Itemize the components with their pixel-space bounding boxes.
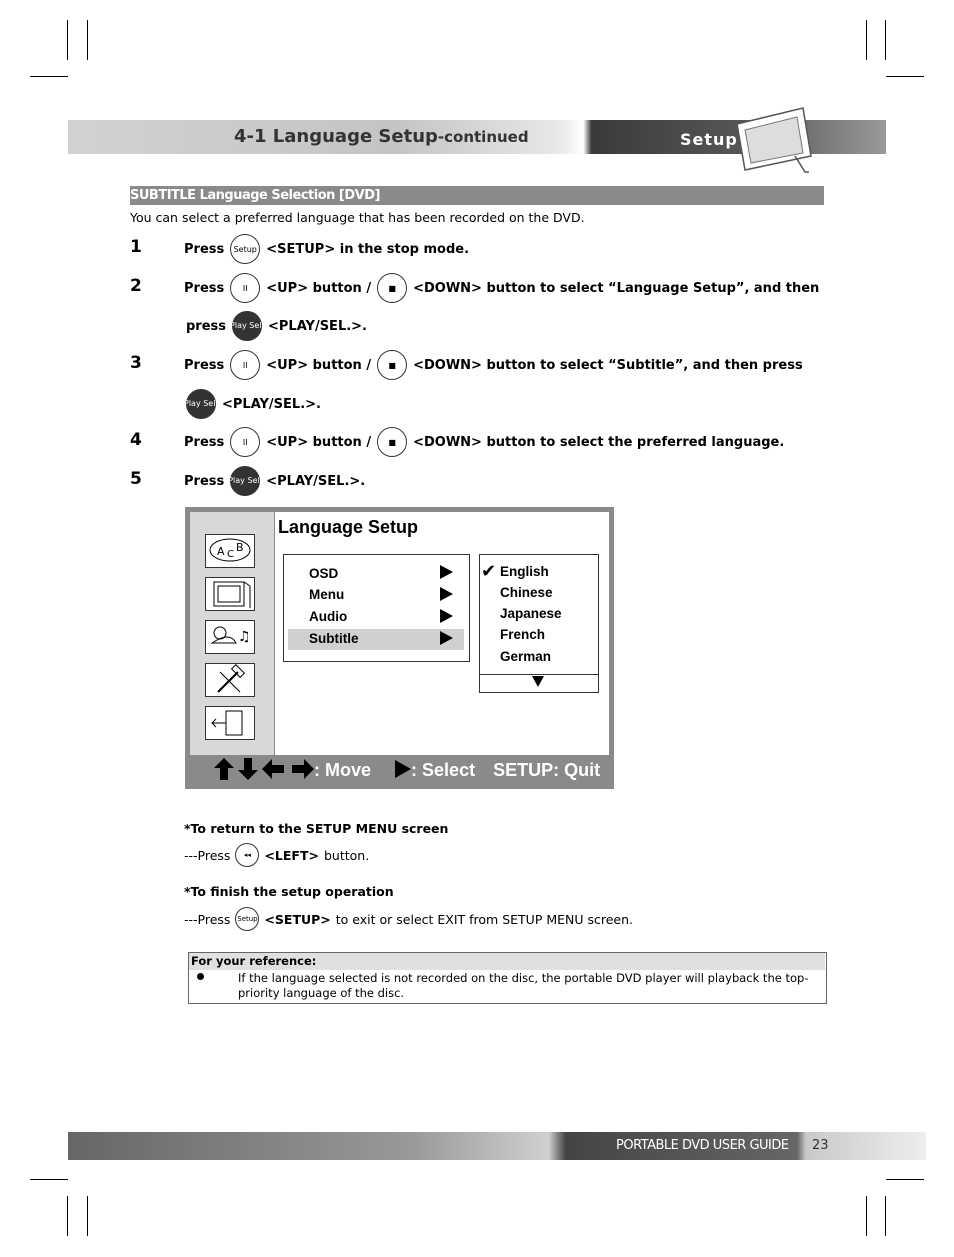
menu-footer — [214, 758, 600, 781]
svg-text:B: B — [236, 541, 244, 554]
checkmark-icon: ✔ — [481, 561, 497, 582]
step-press-label: Press — [184, 357, 225, 373]
key-label: <LEFT> — [264, 847, 319, 863]
svg-text:A: A — [217, 545, 225, 558]
note-text: button. — [323, 847, 370, 863]
step-text: <UP> button / — [266, 280, 372, 296]
crop-mark — [886, 76, 924, 77]
down-stop-button-icon: ■ — [377, 427, 407, 457]
arrow-right-icon — [440, 631, 453, 645]
crop-mark — [30, 76, 68, 77]
step-press-label: Press — [184, 473, 225, 489]
step-press-label: press — [186, 318, 227, 334]
footer-guide-title: PORTABLE DVD USER GUIDE — [616, 1138, 789, 1153]
portable-dvd-icon — [725, 104, 815, 176]
step-number: 1 — [130, 237, 142, 257]
step-text: <PLAY/SEL.>. — [266, 473, 366, 489]
menu-title: Language Setup — [278, 517, 419, 537]
bullet-icon — [197, 973, 204, 980]
return-note-title: *To return to the SETUP MENU screen — [184, 821, 449, 836]
chapter-tag: Setup — [680, 130, 738, 149]
step-3 — [184, 350, 803, 380]
finish-note-title: *To finish the setup operation — [184, 884, 394, 899]
language-english[interactable]: English — [500, 564, 549, 579]
reference-heading-text: For your reference: — [191, 954, 317, 968]
select-label: : Select — [411, 760, 476, 780]
menu-item-subtitle[interactable]: Subtitle — [309, 631, 359, 646]
abc-speech-icon — [205, 534, 255, 568]
step-text: <DOWN> button to select the preferred language. — [413, 434, 785, 450]
step-text: <DOWN> button to select “Subtitle”, and then press — [413, 357, 803, 373]
arrows-icon — [214, 758, 314, 780]
down-stop-button-icon: ■ — [377, 350, 407, 380]
crop-mark — [866, 20, 867, 60]
step-2 — [184, 273, 819, 303]
key-label: <SETUP> — [264, 911, 331, 927]
language-french[interactable]: French — [500, 627, 546, 642]
step-text: <UP> button / — [266, 434, 372, 450]
menu-item-osd[interactable]: OSD — [309, 566, 339, 581]
step-text: <DOWN> button to select “Language Setup”, and then — [413, 280, 820, 296]
step-press-label: Press — [184, 280, 225, 296]
reference-body: If the language selected is not recorded on the disc, the portable DVD player will playback the top-priority language of the disc. — [238, 971, 809, 1000]
note-text: to exit or select EXIT from SETUP MENU screen. — [335, 911, 634, 927]
step-number: 4 — [130, 430, 142, 450]
svg-text:C: C — [227, 549, 234, 560]
crop-mark — [866, 1196, 867, 1236]
return-note — [184, 843, 369, 867]
step-number: 2 — [130, 276, 142, 296]
crop-mark — [30, 1179, 68, 1180]
arrow-right-icon — [440, 565, 453, 579]
crop-mark — [885, 20, 886, 60]
up-pause-button-icon: II — [230, 427, 260, 457]
intro-text: You can select a preferred language that has been recorded on the DVD. — [130, 210, 585, 225]
audio-icon — [205, 620, 255, 654]
page-number: 23 — [812, 1138, 829, 1153]
play-sel-button-icon: Play Sel. — [230, 466, 260, 496]
play-sel-button-icon: Play Sel. — [186, 389, 216, 419]
move-label: : Move — [314, 760, 372, 780]
reference-heading — [189, 953, 825, 970]
arrow-right-icon — [440, 609, 453, 623]
svg-text:♫: ♫ — [238, 629, 251, 645]
crop-mark — [67, 20, 68, 60]
language-german[interactable]: German — [500, 649, 552, 664]
quit-label: SETUP: Quit — [493, 760, 601, 780]
section-title: SUBTITLE Language Selection [DVD] — [130, 188, 380, 203]
step-3-cont — [186, 389, 321, 419]
exit-door-icon — [205, 706, 255, 740]
step-text: <UP> button / — [266, 357, 372, 373]
crop-mark — [886, 1179, 924, 1180]
setup-button-icon: Setup — [230, 234, 260, 264]
setup-button-icon: Setup — [235, 907, 259, 931]
step-number: 5 — [130, 469, 142, 489]
step-5 — [184, 466, 365, 496]
step-1 — [184, 234, 469, 264]
tools-icon — [205, 663, 255, 697]
step-4 — [184, 427, 784, 457]
step-2-cont — [186, 311, 367, 341]
step-text: <SETUP> in the stop mode. — [266, 241, 470, 257]
step-text: <PLAY/SEL.>. — [268, 318, 367, 334]
language-list-divider — [480, 674, 598, 675]
arrow-right-icon — [440, 587, 453, 601]
footer-bar — [68, 1132, 926, 1160]
step-press-label: Press — [184, 434, 225, 450]
language-japanese[interactable]: Japanese — [500, 606, 562, 621]
crop-mark — [87, 1196, 88, 1236]
crop-mark — [67, 1196, 68, 1236]
crop-mark — [885, 1196, 886, 1236]
scroll-down-icon[interactable] — [532, 676, 544, 687]
press-label: ---Press — [184, 847, 231, 863]
press-label: ---Press — [184, 911, 231, 927]
page-title: 4-1 Language Setup-continued — [234, 126, 529, 147]
down-stop-button-icon: ■ — [377, 273, 407, 303]
step-number: 3 — [130, 353, 142, 373]
crop-mark — [87, 20, 88, 60]
step-press-label: Press — [184, 241, 225, 257]
language-chinese[interactable]: Chinese — [500, 585, 553, 600]
step-text: <PLAY/SEL.>. — [222, 396, 321, 412]
menu-item-audio[interactable]: Audio — [309, 609, 348, 624]
tv-screen-icon — [205, 577, 255, 611]
menu-item-menu[interactable]: Menu — [309, 587, 345, 602]
play-arrow-icon — [395, 760, 411, 778]
up-pause-button-icon: II — [230, 273, 260, 303]
left-button-icon: ◂◂ — [235, 843, 259, 867]
play-sel-button-icon: Play Sel. — [232, 311, 262, 341]
finish-note — [184, 907, 633, 931]
up-pause-button-icon: II — [230, 350, 260, 380]
